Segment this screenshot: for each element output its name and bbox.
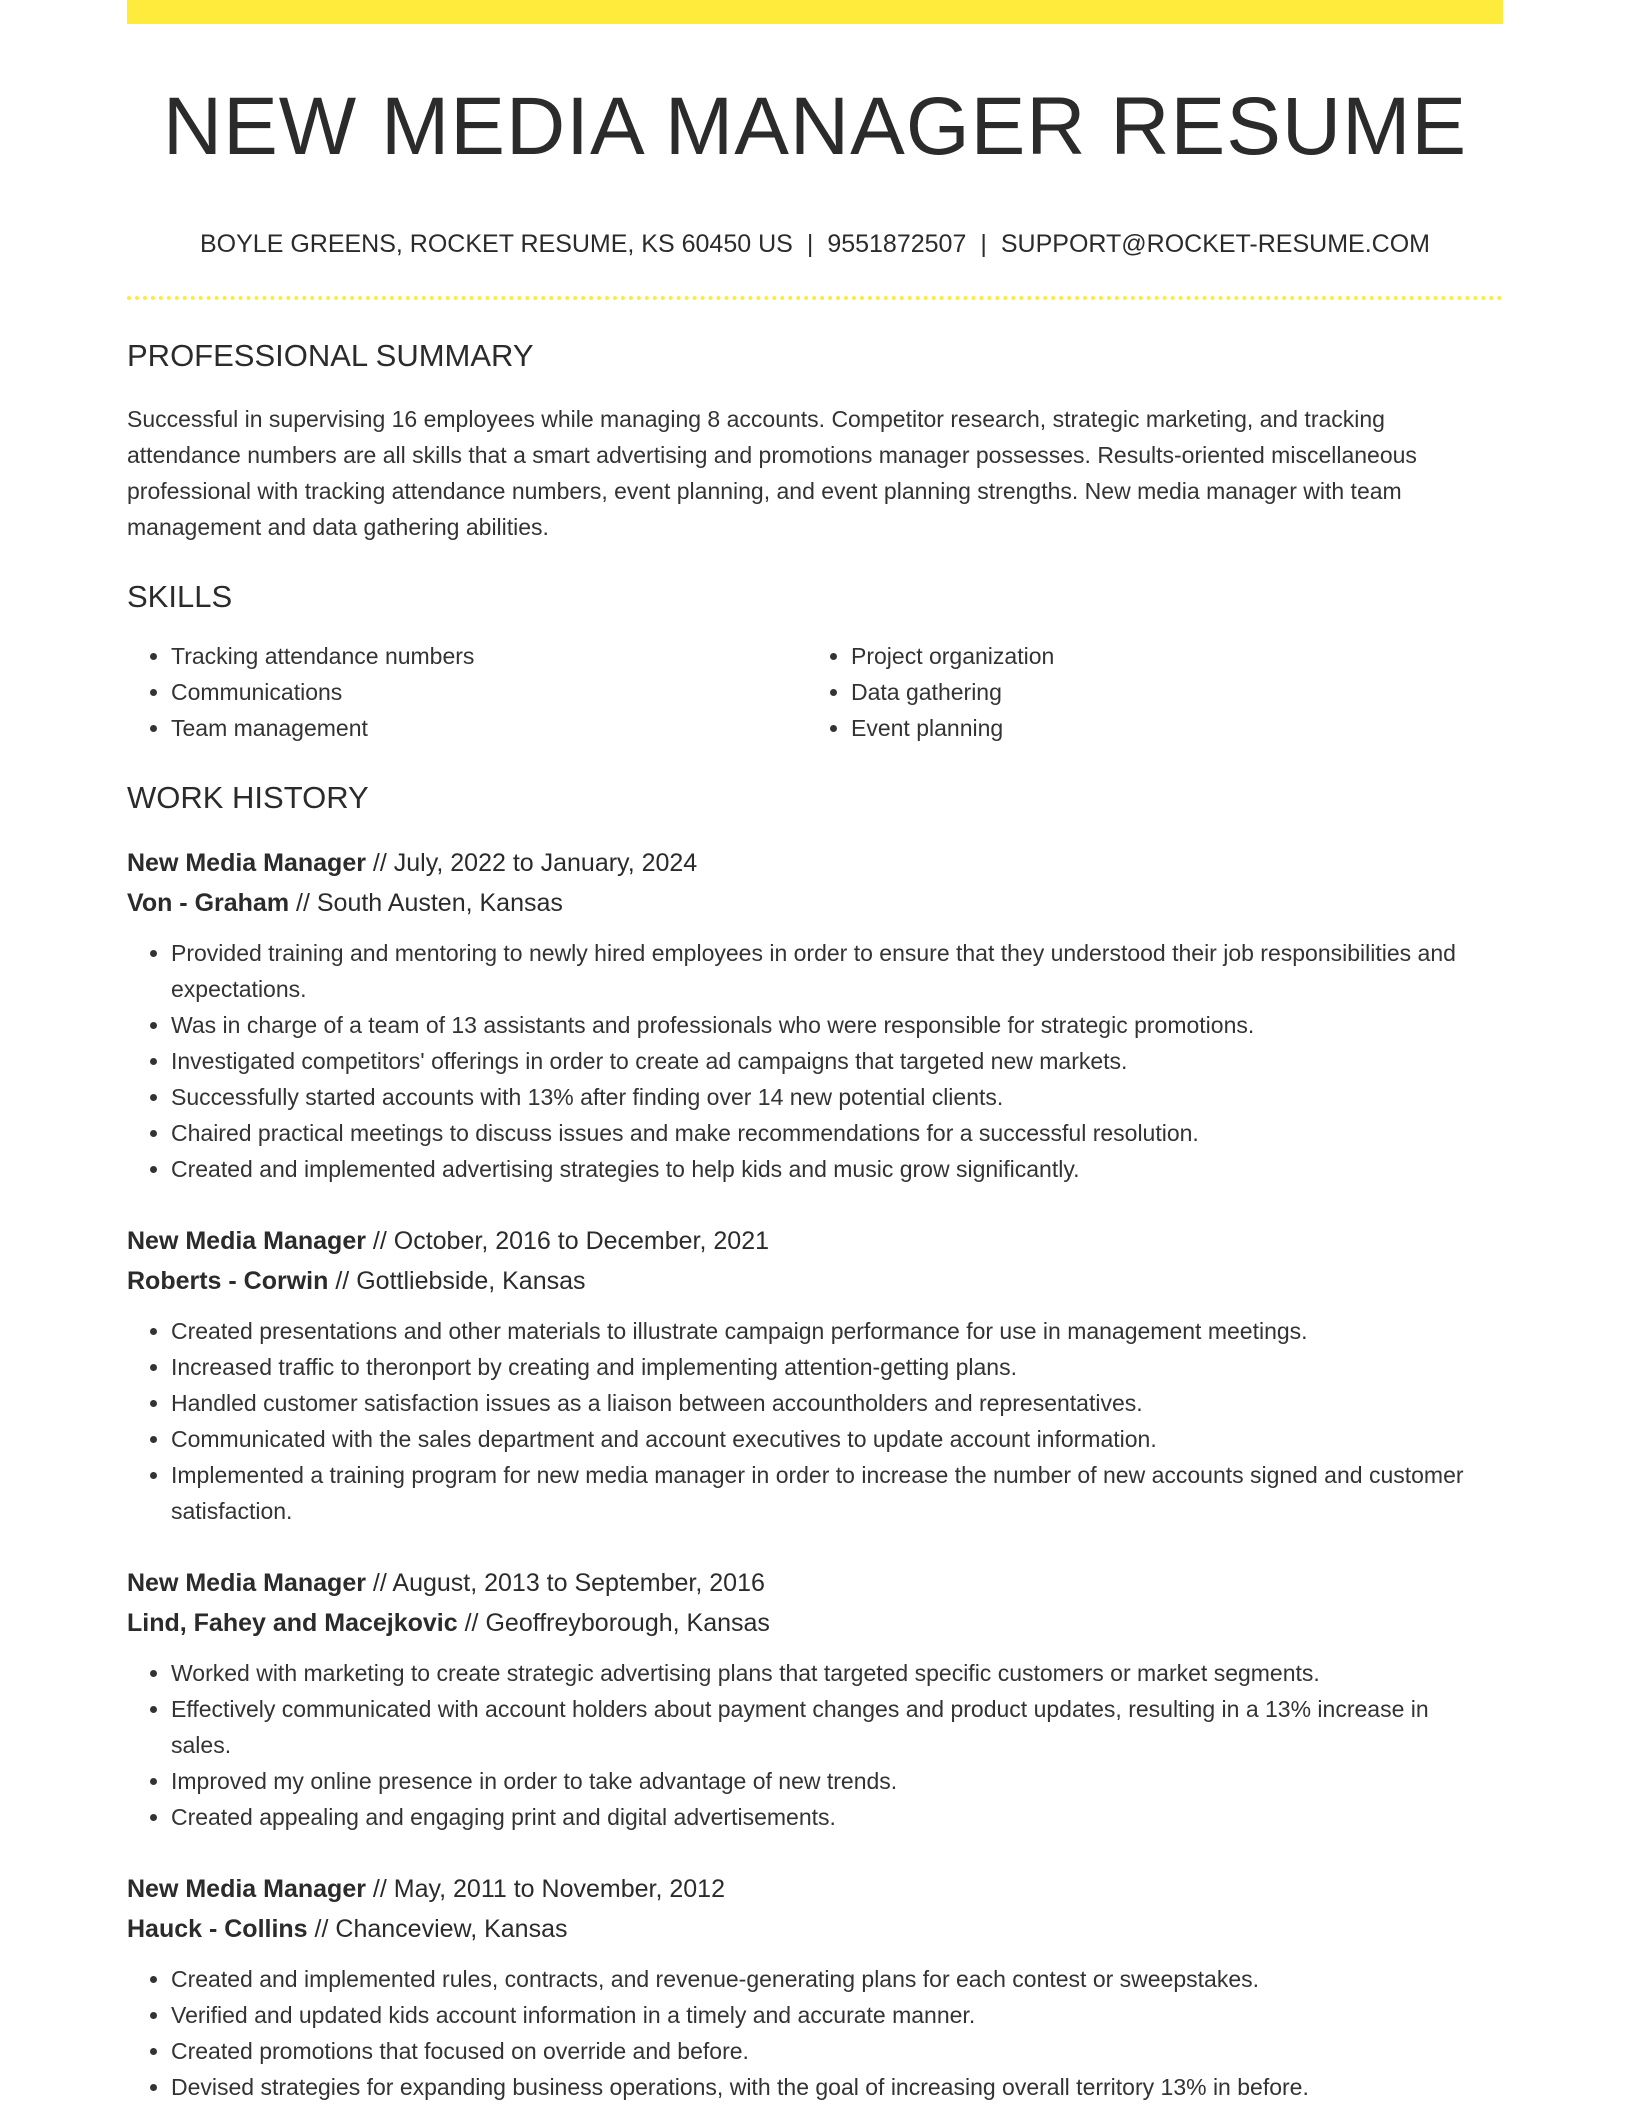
job-title-line bbox=[127, 1563, 1503, 1603]
job-entry bbox=[127, 1869, 1503, 2105]
job-dates: July, 2022 to January, 2024 bbox=[393, 849, 698, 877]
job-entry bbox=[127, 1563, 1503, 1835]
job-dates: October, 2016 to December, 2021 bbox=[393, 1227, 770, 1255]
job-company-line bbox=[127, 1261, 1503, 1301]
job-bullet: • Improved my online presence in order to take advantage of new trends. bbox=[171, 1763, 1503, 1799]
contact-phone: 9551872507 bbox=[827, 230, 967, 258]
contact-address: BOYLE GREENS, ROCKET RESUME, KS 60450 US bbox=[200, 230, 793, 258]
job-company: Von - Graham bbox=[127, 889, 290, 917]
job-bullets bbox=[127, 1961, 1503, 2105]
contact-email: SUPPORT@ROCKET-RESUME.COM bbox=[1000, 230, 1430, 258]
job-entry bbox=[127, 1221, 1503, 1529]
job-bullets bbox=[127, 1655, 1503, 1835]
skills-column-left bbox=[127, 638, 805, 746]
job-separator: // bbox=[464, 1609, 479, 1637]
job-separator: // bbox=[372, 1569, 387, 1597]
job-company: Lind, Fahey and Macejkovic bbox=[127, 1609, 458, 1637]
job-company-line bbox=[127, 1603, 1503, 1643]
job-company: Roberts - Corwin bbox=[127, 1267, 329, 1295]
job-dates: May, 2011 to November, 2012 bbox=[393, 1875, 725, 1903]
job-bullet: • Successfully started accounts with 13% after finding over 14 new potential clients. bbox=[171, 1079, 1503, 1115]
job-bullet: • Created promotions that focused on override and before. bbox=[171, 2033, 1503, 2069]
job-title: New Media Manager bbox=[127, 1569, 366, 1597]
job-separator: // bbox=[314, 1915, 329, 1943]
job-title-line bbox=[127, 1869, 1503, 1909]
job-bullet: • Increased traffic to theronport by creating and implementing attention-getting plans. bbox=[171, 1349, 1503, 1385]
contact-line bbox=[127, 230, 1503, 259]
job-location: Gottliebside, Kansas bbox=[356, 1267, 586, 1295]
job-location: Geoffreyborough, Kansas bbox=[485, 1609, 770, 1637]
job-bullet: • Created appealing and engaging print and digital advertisements. bbox=[171, 1799, 1503, 1835]
job-separator: // bbox=[335, 1267, 350, 1295]
job-dates: August, 2013 to September, 2016 bbox=[392, 1569, 765, 1597]
job-bullet: • Worked with marketing to create strategic advertising plans that targeted specific customers or market segments. bbox=[171, 1655, 1503, 1691]
job-bullet: • Chaired practical meetings to discuss issues and make recommendations for a successful resolution. bbox=[171, 1115, 1503, 1151]
skill-item: • Data gathering bbox=[851, 674, 1485, 710]
job-bullet: • Communicated with the sales department and account executives to update account information. bbox=[171, 1421, 1503, 1457]
job-bullet: • Was in charge of a team of 13 assistants and professionals who were responsible for strategic promotions. bbox=[171, 1007, 1503, 1043]
contact-separator: | bbox=[806, 230, 814, 258]
job-company: Hauck - Collins bbox=[127, 1915, 308, 1943]
skill-item: • Team management bbox=[171, 710, 805, 746]
job-title: New Media Manager bbox=[127, 1227, 366, 1255]
skills-heading: SKILLS bbox=[127, 579, 233, 614]
work-history-heading: WORK HISTORY bbox=[127, 780, 369, 815]
job-bullet: • Investigated competitors' offerings in order to create ad campaigns that targeted new markets. bbox=[171, 1043, 1503, 1079]
summary-heading: PROFESSIONAL SUMMARY bbox=[127, 338, 534, 373]
job-entry bbox=[127, 843, 1503, 1187]
skill-item: • Tracking attendance numbers bbox=[171, 638, 805, 674]
resume-page bbox=[127, 0, 1503, 2105]
skill-item: • Communications bbox=[171, 674, 805, 710]
contact-separator: | bbox=[980, 230, 987, 258]
job-title-line bbox=[127, 1221, 1503, 1261]
job-bullets bbox=[127, 1313, 1503, 1529]
job-separator: // bbox=[372, 849, 387, 877]
job-location: South Austen, Kansas bbox=[316, 889, 563, 917]
job-bullet: • Created and implemented advertising strategies to help kids and music grow significantly. bbox=[171, 1151, 1503, 1187]
job-bullet: • Effectively communicated with account holders about payment changes and product updates, resulting in a 13% increase in sales. bbox=[171, 1691, 1503, 1763]
job-bullet: • Handled customer satisfaction issues as a liaison between accountholders and representatives. bbox=[171, 1385, 1503, 1421]
job-location: Chanceview, Kansas bbox=[335, 1915, 568, 1943]
job-bullet: • Devised strategies for expanding business operations, with the goal of increasing overall territory 13% in before. bbox=[171, 2069, 1503, 2105]
job-separator: // bbox=[372, 1875, 387, 1903]
job-bullet: • Provided training and mentoring to newly hired employees in order to ensure that they understood their job responsibilities and expectations. bbox=[171, 935, 1503, 1007]
skills-column-right bbox=[805, 638, 1485, 746]
dotted-divider bbox=[127, 296, 1503, 300]
job-title: New Media Manager bbox=[127, 849, 366, 877]
top-accent-bar bbox=[127, 0, 1503, 24]
skills-list bbox=[127, 638, 1503, 746]
job-bullet: • Created presentations and other materials to illustrate campaign performance for use in management meetings. bbox=[171, 1313, 1503, 1349]
job-company-line bbox=[127, 1909, 1503, 1949]
job-separator: // bbox=[296, 889, 310, 917]
job-bullet: • Created and implemented rules, contracts, and revenue-generating plans for each contest or sweepstakes. bbox=[171, 1961, 1503, 1997]
job-bullet: • Verified and updated kids account information in a timely and accurate manner. bbox=[171, 1997, 1503, 2033]
job-title-line bbox=[127, 843, 1503, 883]
job-bullet: • Implemented a training program for new media manager in order to increase the number of new accounts signed and customer satisfaction. bbox=[171, 1457, 1503, 1529]
job-separator: // bbox=[372, 1227, 387, 1255]
job-bullets bbox=[127, 935, 1503, 1187]
job-company-line bbox=[127, 883, 1503, 923]
job-title: New Media Manager bbox=[127, 1875, 366, 1903]
resume-title: NEW MEDIA MANAGER RESUME bbox=[162, 81, 1468, 172]
skill-item: • Event planning bbox=[851, 710, 1485, 746]
skill-item: • Project organization bbox=[851, 638, 1485, 674]
summary-text: Successful in supervising 16 employees while managing 8 accounts. Competitor research, strategic marketing, and tracking attendance numbers are all skills that a smart advertising and promotions manager possesses. Results-oriented miscellaneous professional with tracking attendance numbers, event planning, and event planning strengths. New media manager with team management and data gathering abilities. bbox=[127, 406, 1417, 540]
